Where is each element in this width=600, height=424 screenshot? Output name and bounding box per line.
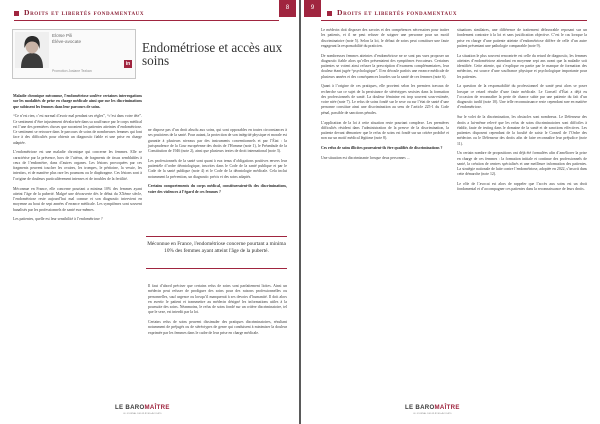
author-info <box>52 33 81 44</box>
section-title: Droits et libertés fondamentaux <box>337 8 458 17</box>
paragraph: “Ce n’est rien, c’est normal d’avoir mal pendant ses règles”, “c’est dans votre tête”. Ce sentiment d’être injustement dévalorisée dans sa souffrance par le corps médical est l’une des premières choses que racontent les patientes atteintes d’endométriose. Ce sentiment se retrouve dans le parcours de soins de nombreuses femmes qui font face à des difficultés pour obtenir un diagnostic fiable et une prise en charge adaptée. <box>13 114 142 145</box>
paragraph: Quant à l’origine de ces pratiques, elle provient selon les premiers travaux de recherche sur ce sujet de la persistance de stéréotypes sexistes dans la formation des professionnels de santé. La douleur féminine est trop souvent sous-estimée, voire niée (note 7). Le refus de soins fondé sur le sexe ou sur l’état de santé d’une personne constitue ainsi une discrimination au sens de l’article 225-1 du Code pénal, passible de sanctions pénales. <box>321 84 449 115</box>
article-title: Endométriose et accès aux soins <box>142 40 283 68</box>
section-title: Droits et libertés fondamentaux <box>24 8 145 17</box>
footer-subtitle: LE JOURNAL DES ÉLÈVES-AVOCATS <box>413 413 452 415</box>
header-rule <box>321 20 587 21</box>
left-column-1 <box>13 94 142 227</box>
paragraph: Il faut d’abord préciser que certains refus de soins sont parfaitement licites. Ainsi un médecin peut refuser de prodiguer des soins pour des raisons professionnelles ou personnelles, sauf urgence ou lorsqu’il manquerait à ses devoirs d’humanité. Il doit alors en avertir le patient et transmettre au médecin désigné les informations utiles à la poursuite des soins. Néanmoins, le refus de soins fondé sur un critère discriminatoire, tel que le sexe, est interdit par la loi. <box>148 284 287 315</box>
author-name: Eloïse Pili <box>52 33 73 38</box>
bold-lead: Certains comportements du corps médical, constitueraient-ils des discriminations, voire des violences à l’égard de ces femmes ? <box>148 184 287 194</box>
paragraph: La question de la responsabilité du professionnel de santé peut alors se poser lorsque ce retard résulte d’une faute médicale. Le Conseil d’État a déjà eu l’occasion de reconnaître la perte de chance subie par une patiente du fait d’un diagnostic tardif (note 10). Une telle reconnaissance reste cependant rare en matière d’endométriose. <box>457 84 587 110</box>
author-card <box>12 29 136 79</box>
footer-logo <box>405 404 460 414</box>
paragraph: Le médecin doit disposer des savoirs et des compétences nécessaires pour traiter les patients, et il ne peut refuser de soigner une personne pour un motif discriminatoire (note 5). Selon la loi, le défaut de soins peut constituer une faute engageant la responsabilité du praticien. <box>321 28 449 48</box>
author-avatar <box>15 32 49 68</box>
author-role: Élève-avocate <box>52 38 82 44</box>
paragraph: La situation le plus souvent rencontrée est celle du retard de diagnostic, les femmes atteintes d’endométriose attendant en moyenne sept ans avant que la maladie soit identifiée. Cette attente, qui s’explique en partie par le manque de formation des médecins, est source d’une souffrance physique et psychologique importante pour les patientes. <box>457 53 587 79</box>
page-header <box>0 0 299 22</box>
paragraph: Méconnue en France, elle concerne pourtant a minima 10% des femmes ayant atteint l’âge de la puberté. Malgré une découverte dès le début du XXème siècle, l’endométriose reste aujourd’hui mal connue et son diagnostic intervient en moyenne au bout de sept années d’errance médicale. Les symptômes sont souvent banalisés par les professionnels de santé eux-mêmes. <box>13 186 142 212</box>
brand-part1: LE BARO <box>405 404 435 411</box>
header-rule <box>14 20 279 21</box>
footer-subtitle: LE JOURNAL DES ÉLÈVES-AVOCATS <box>123 413 162 415</box>
page-header <box>301 0 600 22</box>
paragraph <box>321 146 449 151</box>
bold-lead: Ces refus de soins illicites pourraient-ils être qualifiés de discriminations ? <box>321 146 443 151</box>
paragraph: Les patientes, quelle est leur sensibilité à l’endométriose ? <box>13 217 103 222</box>
paragraph: Sur le volet de la discrimination, les obstacles sont nombreux. Le Défenseur des droits a lui-même relevé que les refus de soins discriminatoires sont difficiles à établir, faute de testing dans le domaine de la santé et de sanctions effectives. Les patientes disposent cependant de la faculté de saisir le Conseil de l’Ordre des médecins ou le Défenseur des droits afin de faire reconnaître leur préjudice (note 11). <box>457 115 587 146</box>
linkedin-icon[interactable]: in <box>125 61 131 67</box>
left-column-2 <box>148 128 287 200</box>
paragraph: De nombreuses femmes atteintes d’endométriose ne se sont pas vues proposer un diagnostic fiable alors qu’elles présentaient des symptômes évocateurs. Certaines patientes se voient ainsi refuser la prescription d’examens complémentaires, leur douleur étant jugée “psychologique”. Il en découle parfois une errance médicale de plusieurs années et des conséquences lourdes sur la santé de ces femmes (note 6). <box>321 53 449 79</box>
left-column-2-continued <box>148 284 287 340</box>
paragraph: Certains refus de soins peuvent dissimuler des pratiques discriminatoires, résultant notamment de préjugés ou de stéréotypes de genre qui conduisent à minimiser la douleur exprimée par les femmes dans le cadre de leur prise en charge médicale. <box>148 320 287 335</box>
bold-lead: Maladie chronique méconnue, l'endométriose soulève certaines interrogations sur les modalités de prise en charge médicale ainsi que sur les discriminations que subissent les femmes dans leur parcours de soins. <box>13 94 142 109</box>
footer-logo <box>115 404 170 414</box>
brand-part2: MAÎTRE <box>434 404 460 411</box>
paragraph: Un certain nombre de propositions ont déjà été formulées afin d’améliorer la prise en charge de ces femmes : la formation initiale et continue des professionnels de santé, la création de centres spécialisés et une meilleure information des patientes. La stratégie nationale de lutte contre l’endométriose, adoptée en 2022, s’inscrit dans cette démarche (note 12). <box>457 151 587 177</box>
paragraph: ne dispose pas d’un droit absolu aux soins, qui sont opposables en toutes circonstances à ses praticiens de la santé. Pour autant, la protection de son intégrité physique et morale est garantie à plusieurs niveaux par des instruments conventionnels et par l’État : la jurisprudence de la Cour européenne des droits de l’Homme (note 1), le Préambule de la Constitution de 1946 (note 2), ainsi que plusieurs textes de droit international (note 3). <box>148 128 287 153</box>
paragraph: L’application de la loi à cette situation reste pourtant complexe. Les premières difficultés résident dans l’administration de la preuve de la discrimination, la patiente devant démontrer que le refus de soins est fondé sur un critère prohibé et non sur un motif médical légitime (note 8). <box>321 120 449 141</box>
paragraph: situations similaires, une différence de traitement défavorable reposant sur un fondement contraire à la loi et sans justification objective. C’est le cas lorsque la prise en charge d’une patiente atteinte d’endométriose diffère de celle d’un autre patient présentant une pathologie comparable (note 9). <box>457 28 587 48</box>
page-right <box>301 0 600 424</box>
paragraph: Le rôle de l’avocat est alors de rappeler que l’accès aux soins est un droit fondamental et d’accompagner ces patientes dans la reconnaissance de leurs droits. <box>457 182 587 192</box>
page-number: 8 <box>279 0 296 17</box>
page-left <box>0 0 299 424</box>
brand-part1: LE BARO <box>115 404 145 411</box>
right-column-2 <box>457 28 587 197</box>
brand-part2: MAÎTRE <box>144 404 170 411</box>
paragraph: Une situation est discriminante lorsque deux personnes ... <box>321 155 410 160</box>
paragraph: Les professionnels de la santé sont quant à eux tenus d’obligations positives envers leur patientèle d’ordre déontologique, inscrites dans le Code de la santé publique et par le Code de la santé publique (note 4) et le Code de la déontologie médicale. Cela inclut notamment la prévention, un diagnostic précis et des soins adaptés. <box>148 158 287 179</box>
page-number: 9 <box>304 0 321 17</box>
pull-quote: Méconnue en France, l'endométriose concerne pourtant a minima 10% des femmes ayant atteint l'âge de la puberté. <box>146 236 287 269</box>
section-bullet-icon <box>14 11 19 16</box>
paragraph <box>13 94 142 110</box>
section-bullet-icon <box>327 11 332 16</box>
paragraph <box>148 184 287 195</box>
author-promotion: Promotion Josiane Tezkan <box>52 69 92 73</box>
paragraph: L’endométriose est une maladie chronique qui concerne les femmes. Elle se caractérise par la présence, hors de l’utérus, de fragments de tissus semblables à ceux de l’endomètre, dans d’autres organes. Les lésions provoquées par ces fragments peuvent toucher les ovaires, les trompes, le péritoine, la vessie, les intestins, et de manière plus rare les poumons ou le diaphragme. Ces lésions sont à l’origine de douleurs particulièrement intenses et de troubles de la fertilité. <box>13 150 142 181</box>
right-column-1 <box>321 28 449 166</box>
